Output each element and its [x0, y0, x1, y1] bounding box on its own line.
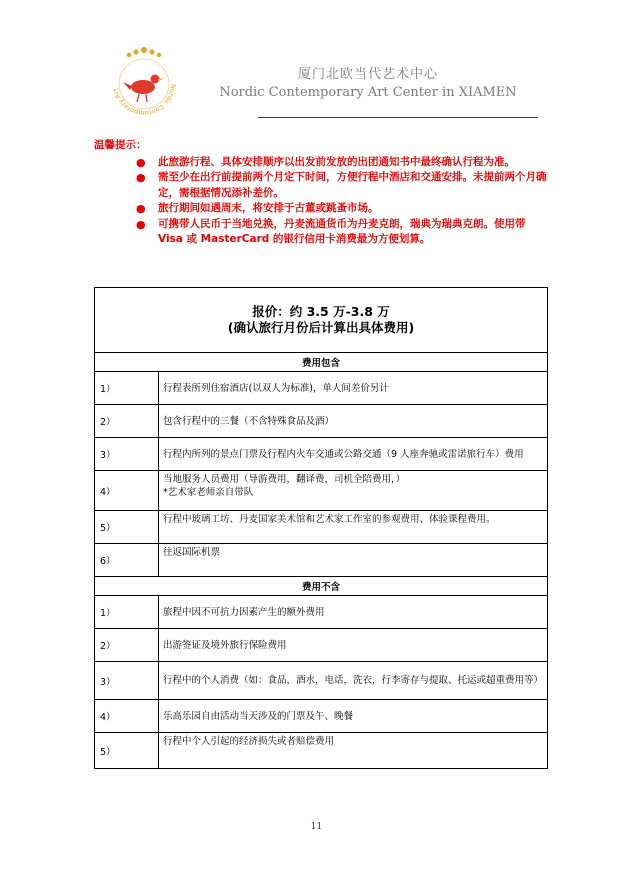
table-row — [95, 662, 548, 700]
row-text: 行程中玻璃工坊、丹麦国家美术馆和艺术家工作室的参观费用、体验课程费用。 — [159, 511, 548, 544]
row-text: 乐高乐园自由活动当天涉及的门票及午、晚餐 — [159, 700, 548, 733]
org-name-zh: 厦门北欧当代艺术中心 — [297, 67, 438, 82]
row-text: 行程中个人引起的经济损失或者赔偿费用 — [159, 733, 548, 769]
row-number: 3） — [95, 438, 159, 471]
price-heading — [95, 288, 548, 353]
svg-text:Nordic Contemporary Art Center: Nordic Contemporary Art — [111, 83, 178, 118]
page-number: 11 — [310, 822, 323, 832]
tip-item — [94, 170, 554, 201]
table-row — [95, 405, 548, 438]
table-row — [95, 471, 548, 511]
bullet-icon: ● — [136, 171, 146, 184]
price-subtitle: (确认旅行月份后计算出具体费用) — [227, 320, 415, 335]
row-text: 行程中的个人消费（如：食品，酒水，电话，洗衣，行李寄存与提取、托运或超重费用等） — [159, 662, 548, 700]
tip-item — [94, 217, 554, 248]
tip-text: 旅行期间如遇周末，将安排于古董或跳蚤市场。 — [158, 202, 379, 214]
bullet-icon: ● — [136, 202, 146, 215]
row-number: 4） — [95, 471, 159, 511]
row-text: 包含行程中的三餐（不含特殊食品及酒） — [159, 405, 548, 438]
table-row — [95, 629, 548, 662]
row-number: 3） — [95, 662, 159, 700]
tip-text: 此旅游行程、具体安排顺序以出发前发放的出团通知书中最终确认行程为准。 — [158, 155, 515, 168]
row-text-note: *艺术家老师亲自带队 — [163, 487, 254, 498]
table-row — [95, 438, 548, 471]
row-number: 1） — [95, 596, 159, 629]
row-number: 2） — [95, 629, 159, 662]
price-title: 报价：约 3.5 万-3.8 万 — [252, 304, 390, 319]
table-row — [95, 372, 548, 405]
tips-title: 温馨提示： — [94, 139, 147, 151]
row-text-line: 当地服务人员费用（导游费用，翻译费，司机全陪费用，） — [163, 474, 406, 485]
included-header: 费用包含 — [95, 353, 548, 372]
header-divider — [258, 117, 538, 118]
table-row — [95, 700, 548, 733]
tip-item — [94, 201, 554, 217]
row-number: 2） — [95, 405, 159, 438]
table-row — [95, 596, 548, 629]
tip-text: 需至少在出行前提前两个月定下时间，方便行程中酒店和交通安排。未提前两个月确定，需根据情况添补差价。 — [158, 171, 547, 199]
row-number: 4） — [95, 700, 159, 733]
table-row — [95, 544, 548, 577]
row-text: 行程表所列住宿酒店(以双人为标准)，单人间差价另计 — [159, 372, 548, 405]
excluded-header: 费用不含 — [95, 577, 548, 596]
row-text — [159, 471, 548, 511]
row-number: 5） — [95, 733, 159, 769]
table-row — [95, 511, 548, 544]
bullet-icon: ● — [136, 155, 146, 169]
bullet-icon: ● — [136, 217, 146, 231]
org-name-en: Nordic Contemporary Art Center in XIAMEN — [219, 85, 517, 100]
tips-section — [94, 138, 554, 248]
org-logo — [106, 46, 182, 122]
row-number: 5） — [95, 511, 159, 544]
row-text: 旅程中因不可抗力因素产生的额外费用 — [159, 596, 548, 629]
fee-table — [94, 287, 548, 769]
tip-item — [94, 155, 554, 171]
tips-list — [94, 155, 554, 248]
tip-text: 可携带人民币于当地兑换，丹麦流通货币为丹麦克朗，瑞典为瑞典克朗。使用带 Visa 或 MasterCard 的银行信用卡消费最为方便划算。 — [158, 217, 526, 245]
org-name — [198, 66, 538, 103]
row-text: 出游签证及境外旅行保险费用 — [159, 629, 548, 662]
table-row — [95, 733, 548, 769]
row-text: 行程内所列的景点门票及行程内火车交通或公路交通（9 人座奔驰或雷诺旅行车）费用 — [159, 438, 548, 471]
row-text: 往返国际机票 — [159, 544, 548, 577]
row-number: 6） — [95, 544, 159, 577]
row-number: 1） — [95, 372, 159, 405]
logo-emblem-icon — [106, 46, 182, 122]
